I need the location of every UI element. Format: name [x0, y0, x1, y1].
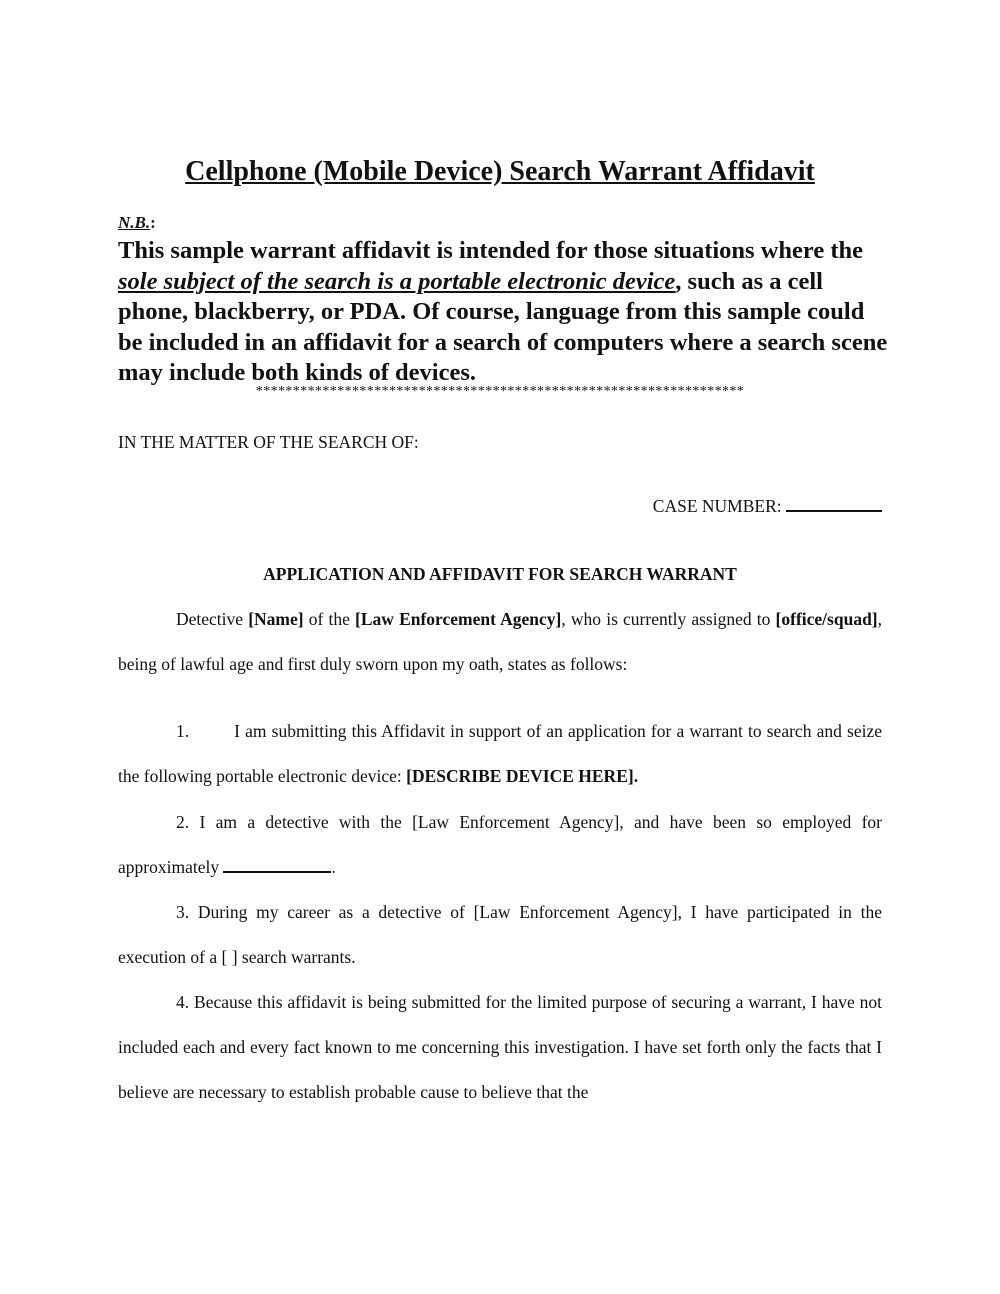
- intro-text-3: , who is currently assigned to: [561, 609, 776, 629]
- intro-paragraph: [118, 597, 882, 687]
- p3-text: 3. During my career as a detective of [Law Enforcement Agency], I have participated in the execution of a [ ] search warrants.: [118, 902, 882, 967]
- paragraph-3: [118, 890, 882, 980]
- document-title: Cellphone (Mobile Device) Search Warrant Affidavit: [185, 156, 815, 187]
- intro-office: [office/squad]: [775, 609, 878, 629]
- intro-text-2: of the: [303, 609, 356, 629]
- section-heading: APPLICATION AND AFFIDAVIT FOR SEARCH WARRANT: [263, 564, 737, 584]
- case-number-label: CASE NUMBER:: [652, 496, 782, 516]
- intro-agency: [Law Enforcement Agency]: [355, 609, 562, 629]
- separator-line: ******************************************************************: [255, 384, 745, 399]
- case-number-blank[interactable]: [786, 496, 882, 512]
- p4-text: 4. Because this affidavit is being submitted for the limited purpose of securing a warrant, I have not included each and every fact known to me concerning this investigation. I have set forth only the facts that I believe are necessary to establish probable cause to believe that the: [118, 992, 882, 1102]
- matter-line: IN THE MATTER OF THE SEARCH OF:: [118, 432, 419, 452]
- nb-note: [118, 236, 888, 389]
- nb-text-a: This sample warrant affidavit is intended for those situations where the: [118, 237, 864, 264]
- paragraph-1: [118, 709, 882, 799]
- nb-text-b: , such as a cell phone, blackberry, or PDA. Of course, language from this sample could be included in an affidavit for a search of computers where a search scene may include both kinds of devices.: [118, 267, 888, 386]
- nb-colon: :: [150, 213, 156, 232]
- nb-label: [118, 213, 156, 233]
- nb-emphasis: sole subject of the search is a portable electronic device: [118, 267, 676, 295]
- p1-text: I am submitting this Affidavit in support of an application for a warrant to search and seize the following portable electronic device:: [118, 721, 882, 786]
- nb-abbreviation: N.B.: [118, 213, 151, 232]
- intro-text-1: Detective: [176, 609, 249, 629]
- intro-name: [Name]: [248, 609, 304, 629]
- p1-device: [DESCRIBE DEVICE HERE].: [406, 766, 639, 786]
- paragraph-4: [118, 980, 882, 1115]
- paragraph-2: [118, 800, 882, 890]
- p2-end: .: [331, 857, 336, 877]
- case-number: [653, 496, 882, 517]
- p1-number: 1.: [176, 721, 190, 741]
- p2-blank[interactable]: [223, 857, 331, 873]
- p2-text: 2. I am a detective with the [Law Enforcement Agency], and have been so employed for approximately: [118, 812, 882, 877]
- intro-text-4: , being of lawful age and first duly sworn upon my oath, states as follows:: [118, 609, 882, 674]
